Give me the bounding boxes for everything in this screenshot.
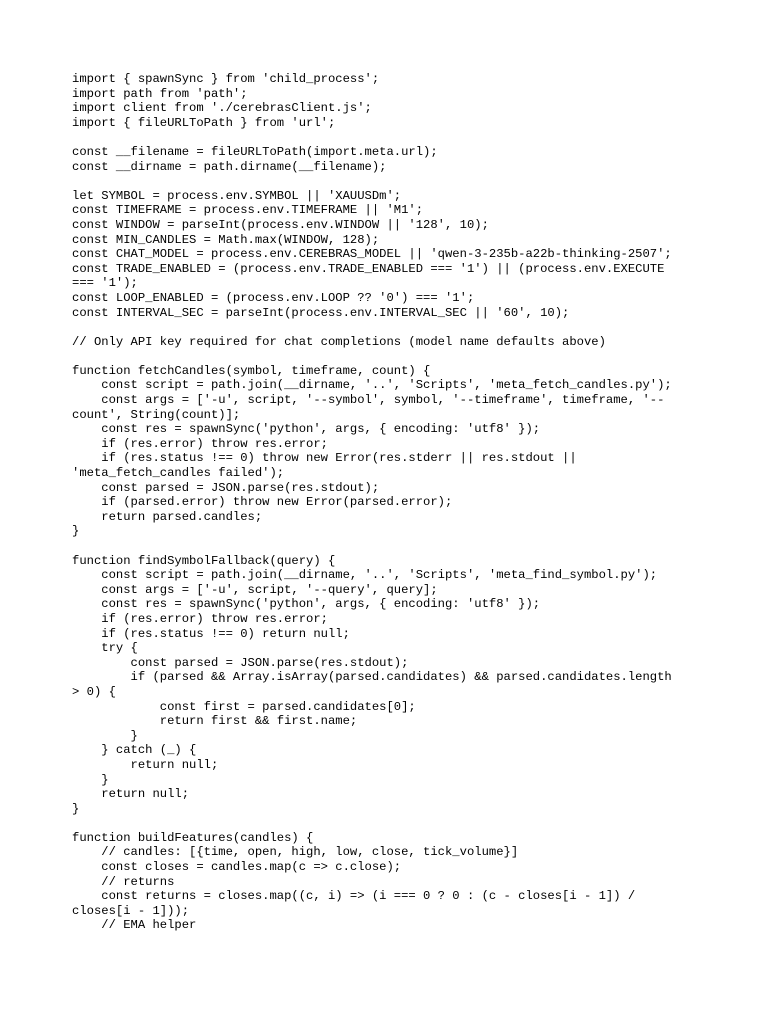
code-line: > 0) { xyxy=(72,684,116,699)
code-line: const __filename = fileURLToPath(import.meta.url); xyxy=(72,144,438,159)
code-line: if (res.status !== 0) return null; xyxy=(72,626,350,641)
code-line: const res = spawnSync('python', args, { encoding: 'utf8' }); xyxy=(72,422,541,437)
code-line: if (res.error) throw res.error; xyxy=(72,436,328,451)
code-line: } xyxy=(72,728,138,743)
code-line: return first && first.name; xyxy=(72,714,358,729)
code-line: const res = spawnSync('python', args, { encoding: 'utf8' }); xyxy=(72,597,541,612)
code-line: const script = path.join(__dirname, '..', 'Scripts', 'meta_find_symbol.py'); xyxy=(72,568,658,583)
code-line: return parsed.candles; xyxy=(72,509,263,524)
code-line: closes[i - 1])); xyxy=(72,903,190,918)
code-line: import client from './cerebrasClient.js'; xyxy=(72,101,372,116)
code-line: let SYMBOL = process.env.SYMBOL || 'XAUUSDm'; xyxy=(72,188,402,203)
code-line: const args = ['-u', script, '--query', query]; xyxy=(72,582,438,597)
code-line: import { fileURLToPath } from 'url'; xyxy=(72,115,336,130)
code-line: // candles: [{time, open, high, low, close, tick_volume}] xyxy=(72,845,519,860)
code-line: return null; xyxy=(72,757,219,772)
code-line: 'meta_fetch_candles failed'); xyxy=(72,466,285,481)
code-line: const MIN_CANDLES = Math.max(WINDOW, 128); xyxy=(72,232,380,247)
code-line: const closes = candles.map(c => c.close); xyxy=(72,860,402,875)
code-line: const returns = closes.map((c, i) => (i === 0 ? 0 : (c - closes[i - 1]) / xyxy=(72,889,636,904)
code-line: const LOOP_ENABLED = (process.env.LOOP ?? '0') === '1'; xyxy=(72,290,475,305)
code-line: const args = ['-u', script, '--symbol', symbol, '--timeframe', timeframe, '-- xyxy=(72,393,665,408)
code-line: try { xyxy=(72,641,138,656)
code-line xyxy=(72,539,712,554)
code-line: function fetchCandles(symbol, timeframe, count) { xyxy=(72,363,431,378)
code-line: if (parsed.error) throw new Error(parsed.error); xyxy=(72,495,453,510)
code-line: return null; xyxy=(72,787,190,802)
code-line: const CHAT_MODEL = process.env.CEREBRAS_MODEL || 'qwen-3-235b-a22b-thinking-2507'; xyxy=(72,247,672,262)
code-line: if (res.status !== 0) throw new Error(res.stderr || res.stdout || xyxy=(72,451,577,466)
code-line: count', String(count)]; xyxy=(72,407,241,422)
code-line: function buildFeatures(candles) { xyxy=(72,830,314,845)
code-line: // returns xyxy=(72,874,175,889)
code-line: import path from 'path'; xyxy=(72,86,248,101)
code-line: if (parsed && Array.isArray(parsed.candidates) && parsed.candidates.length xyxy=(72,670,672,685)
code-line: } xyxy=(72,772,109,787)
code-line: const parsed = JSON.parse(res.stdout); xyxy=(72,655,409,670)
code-line: const parsed = JSON.parse(res.stdout); xyxy=(72,480,380,495)
code-line: const TRADE_ENABLED = (process.env.TRADE_ENABLED === '1') || (process.env.EXECUTE xyxy=(72,261,665,276)
code-line: const first = parsed.candidates[0]; xyxy=(72,699,416,714)
code-line xyxy=(72,130,712,145)
code-line: const script = path.join(__dirname, '..', 'Scripts', 'meta_fetch_candles.py'); xyxy=(72,378,672,393)
code-line xyxy=(72,174,712,189)
code-line: === '1'); xyxy=(72,276,138,291)
code-line: const __dirname = path.dirname(__filename); xyxy=(72,159,387,174)
code-line: } xyxy=(72,801,80,816)
code-line: const WINDOW = parseInt(process.env.WINDOW || '128', 10); xyxy=(72,217,489,232)
code-line: } xyxy=(72,524,80,539)
code-line: import { spawnSync } from 'child_process'; xyxy=(72,72,380,86)
code-line xyxy=(72,320,712,335)
code-document xyxy=(72,72,712,933)
code-line: } catch (_) { xyxy=(72,743,197,758)
code-line: const INTERVAL_SEC = parseInt(process.env.INTERVAL_SEC || '60', 10); xyxy=(72,305,570,320)
code-line xyxy=(72,816,712,831)
code-line: // Only API key required for chat completions (model name defaults above) xyxy=(72,334,606,349)
code-line: const TIMEFRAME = process.env.TIMEFRAME || 'M1'; xyxy=(72,203,424,218)
code-line: // EMA helper xyxy=(72,918,197,933)
code-line xyxy=(72,349,712,364)
code-line: function findSymbolFallback(query) { xyxy=(72,553,336,568)
code-line: if (res.error) throw res.error; xyxy=(72,611,328,626)
